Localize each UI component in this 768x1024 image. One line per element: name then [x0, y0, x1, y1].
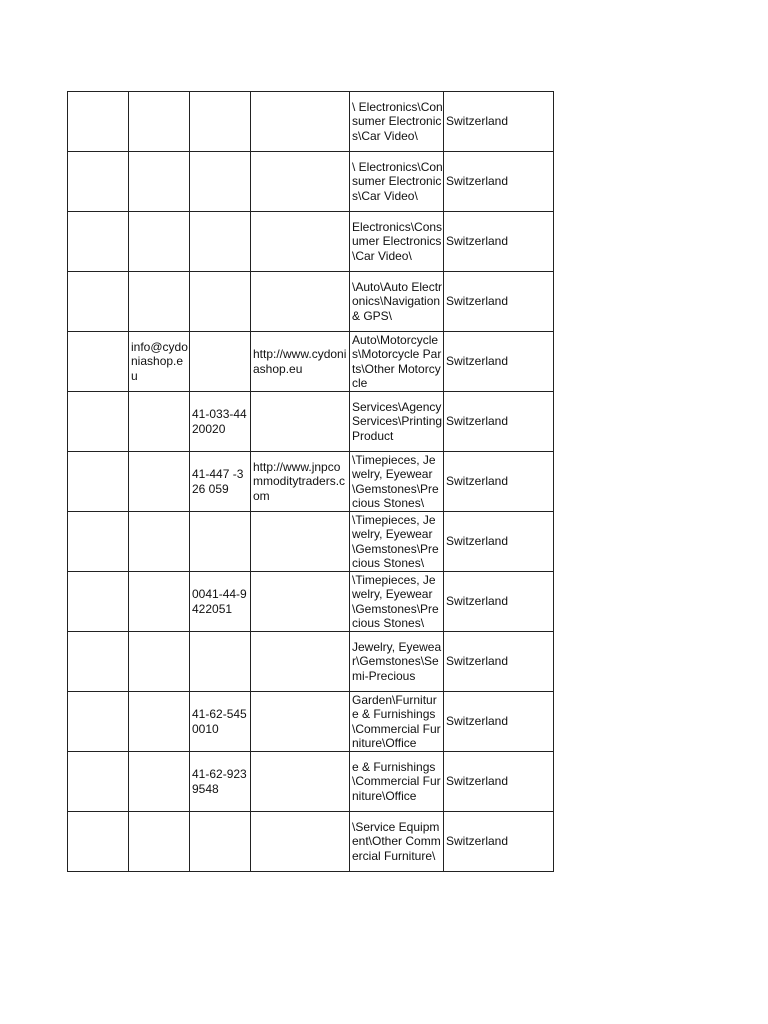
blank-cell — [68, 812, 129, 872]
country-cell-text: Switzerland — [446, 654, 509, 669]
table-row — [68, 152, 554, 212]
phone-cell — [190, 692, 251, 752]
blank-cell — [68, 392, 129, 452]
blank-cell — [68, 572, 129, 632]
country-cell-text: Switzerland — [446, 114, 509, 129]
country-cell — [444, 92, 554, 152]
category-cell-text: \Service Equipment\Other Commercial Furniture\ — [352, 819, 441, 863]
phone-cell — [190, 272, 251, 332]
phone-cell-text: 41-447 -326 059 — [192, 467, 244, 496]
website-cell — [251, 272, 350, 332]
category-cell — [350, 152, 444, 212]
country-cell-text: Switzerland — [446, 354, 509, 369]
category-cell-text: \Timepieces, Jewelry, Eyewear\Gemstones\Precious Stones\ — [352, 512, 439, 570]
phone-cell — [190, 812, 251, 872]
email-cell-text: info@cydoniashop.eu — [131, 339, 188, 383]
category-cell-text: \Auto\Auto Electronics\Navigation & GPS\ — [352, 279, 443, 323]
website-cell — [251, 632, 350, 692]
category-cell — [350, 332, 444, 392]
phone-cell — [190, 512, 251, 572]
email-cell — [129, 692, 190, 752]
website-cell — [251, 752, 350, 812]
website-cell-text: http://www.cydoniashop.eu — [253, 347, 347, 376]
website-cell — [251, 92, 350, 152]
spreadsheet-table — [67, 91, 554, 872]
phone-cell-text: 41-62-9239548 — [192, 767, 247, 796]
table-row — [68, 332, 554, 392]
category-cell-text: \ Electronics\Consumer Electronics\Car Video\ — [352, 159, 443, 203]
table-row — [68, 692, 554, 752]
category-cell — [350, 692, 444, 752]
blank-cell — [68, 272, 129, 332]
blank-cell — [68, 452, 129, 512]
country-cell — [444, 632, 554, 692]
country-cell-text: Switzerland — [446, 294, 509, 309]
table-row — [68, 572, 554, 632]
blank-cell — [68, 512, 129, 572]
phone-cell — [190, 392, 251, 452]
country-cell — [444, 512, 554, 572]
phone-cell — [190, 452, 251, 512]
email-cell — [129, 752, 190, 812]
country-cell-text: Switzerland — [446, 774, 509, 789]
phone-cell — [190, 632, 251, 692]
category-cell-text: Services\Agency Services\Printing Product — [352, 399, 443, 443]
category-cell — [350, 572, 444, 632]
website-cell — [251, 152, 350, 212]
country-cell — [444, 392, 554, 452]
blank-cell — [68, 752, 129, 812]
country-cell — [444, 212, 554, 272]
category-cell-text: Auto\Motorcycles\Motorcycle Parts\Other Motorcycle — [352, 332, 442, 390]
email-cell — [129, 212, 190, 272]
country-cell — [444, 452, 554, 512]
phone-cell-text: 0041-44-9422051 — [192, 587, 247, 616]
blank-cell — [68, 152, 129, 212]
email-cell — [129, 812, 190, 872]
email-cell — [129, 512, 190, 572]
country-cell — [444, 152, 554, 212]
email-cell — [129, 392, 190, 452]
email-cell — [129, 632, 190, 692]
email-cell — [129, 452, 190, 512]
category-cell-text: \Timepieces, Jewelry, Eyewear\Gemstones\Precious Stones\ — [352, 572, 439, 630]
country-cell-text: Switzerland — [446, 534, 509, 549]
website-cell-text: http://www.jnpcommoditytraders.com — [253, 459, 346, 503]
website-cell — [251, 392, 350, 452]
country-cell-text: Switzerland — [446, 594, 509, 609]
category-cell-text: Jewelry, Eyewear\Gemstones\Semi-Precious — [352, 639, 442, 683]
email-cell — [129, 572, 190, 632]
email-cell — [129, 92, 190, 152]
category-cell — [350, 272, 444, 332]
country-cell-text: Switzerland — [446, 174, 509, 189]
website-cell — [251, 332, 350, 392]
table-row — [68, 92, 554, 152]
blank-cell — [68, 632, 129, 692]
table-body — [68, 92, 554, 872]
country-cell-text: Switzerland — [446, 834, 509, 849]
category-cell — [350, 452, 444, 512]
category-cell — [350, 392, 444, 452]
table-row — [68, 812, 554, 872]
category-cell-text: \ Electronics\Consumer Electronics\Car Video\ — [352, 99, 443, 143]
phone-cell-text: 41-033-4420020 — [192, 407, 247, 436]
category-cell — [350, 812, 444, 872]
phone-cell — [190, 572, 251, 632]
country-cell-text: Switzerland — [446, 234, 509, 249]
category-cell-text: \Timepieces, Jewelry, Eyewear\Gemstones\Precious Stones\ — [352, 452, 439, 510]
website-cell — [251, 452, 350, 512]
blank-cell — [68, 332, 129, 392]
phone-cell — [190, 92, 251, 152]
table-row — [68, 272, 554, 332]
category-cell-text: Garden\Furniture & Furnishings\Commercial Furniture\Office — [352, 692, 441, 750]
country-cell — [444, 812, 554, 872]
blank-cell — [68, 92, 129, 152]
country-cell — [444, 332, 554, 392]
phone-cell — [190, 152, 251, 212]
table-row — [68, 632, 554, 692]
blank-cell — [68, 692, 129, 752]
website-cell — [251, 812, 350, 872]
country-cell — [444, 752, 554, 812]
country-cell — [444, 692, 554, 752]
phone-cell — [190, 212, 251, 272]
website-cell — [251, 572, 350, 632]
website-cell — [251, 692, 350, 752]
table-row — [68, 212, 554, 272]
category-cell-text: e & Furnishings\Commercial Furniture\Office — [352, 759, 441, 803]
country-cell-text: Switzerland — [446, 714, 509, 729]
table-row — [68, 452, 554, 512]
category-cell — [350, 752, 444, 812]
table-row — [68, 512, 554, 572]
category-cell — [350, 632, 444, 692]
email-cell — [129, 152, 190, 212]
category-cell — [350, 92, 444, 152]
email-cell — [129, 332, 190, 392]
phone-cell — [190, 332, 251, 392]
country-cell — [444, 272, 554, 332]
category-cell — [350, 512, 444, 572]
blank-cell — [68, 212, 129, 272]
phone-cell-text: 41-62-5450010 — [192, 707, 247, 736]
country-cell — [444, 572, 554, 632]
table-row — [68, 752, 554, 812]
category-cell-text: Electronics\Consumer Electronics\Car Video\ — [352, 219, 443, 263]
email-cell — [129, 272, 190, 332]
country-cell-text: Switzerland — [446, 414, 509, 429]
website-cell — [251, 512, 350, 572]
category-cell — [350, 212, 444, 272]
website-cell — [251, 212, 350, 272]
country-cell-text: Switzerland — [446, 474, 509, 489]
phone-cell — [190, 752, 251, 812]
table-row — [68, 392, 554, 452]
